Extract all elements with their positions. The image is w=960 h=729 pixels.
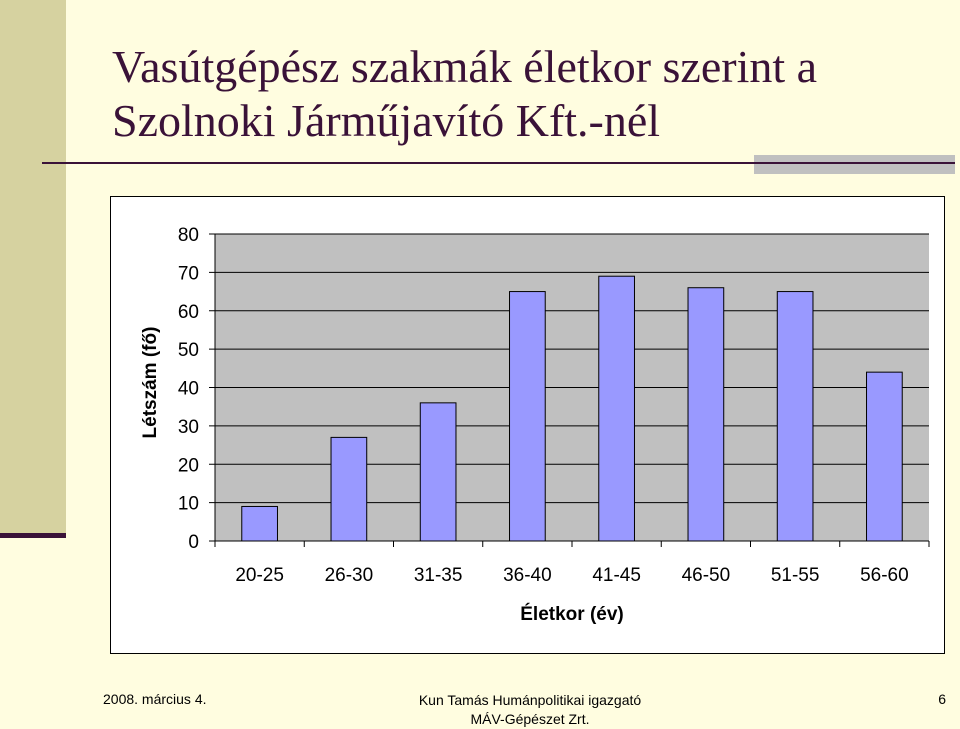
bar (420, 403, 456, 541)
y-tick-label: 60 (177, 301, 199, 323)
bar (599, 276, 635, 541)
footer-credit (380, 691, 680, 729)
bar (867, 372, 903, 541)
slide-title (112, 40, 932, 148)
slide-title-line-2: Szolnoki Járműjavító Kft.-nél (112, 95, 661, 146)
bar (777, 292, 813, 541)
bar (331, 437, 367, 541)
y-tick-label: 50 (177, 340, 199, 362)
x-tick-label: 31-35 (413, 565, 463, 586)
title-divider-accent (754, 155, 955, 174)
x-tick-label: 20-25 (235, 565, 284, 586)
page-number: 6 (938, 691, 946, 707)
x-axis-label: Életkor (év) (520, 604, 624, 625)
y-tick-label: 0 (188, 532, 199, 553)
footer-company: MÁV-Gépészet Zrt. (470, 711, 590, 727)
y-tick-label: 80 (177, 225, 199, 246)
footer-date: 2008. március 4. (103, 691, 207, 707)
x-tick-label: 46-50 (681, 565, 731, 586)
x-tick-label: 41-45 (592, 565, 641, 586)
bar (242, 506, 278, 541)
y-tick-label: 40 (177, 378, 199, 400)
y-tick-label: 10 (177, 493, 199, 515)
bar-chart (111, 197, 944, 653)
y-axis-label: Létszám (fő) (140, 326, 161, 439)
x-tick-label: 56-60 (860, 565, 909, 586)
decorative-side-line (0, 533, 66, 538)
chart-frame (110, 196, 945, 654)
x-tick-label: 26-30 (324, 565, 374, 586)
y-tick-label: 30 (177, 416, 199, 438)
footer-author: Kun Tamás Humánpolitikai igazgató (418, 692, 642, 708)
x-tick-label: 36-40 (503, 565, 552, 586)
title-divider (42, 162, 757, 164)
y-tick-label: 20 (177, 455, 199, 477)
slide-title-line-1: Vasútgépész szakmák életkor szerint a (112, 41, 818, 92)
bar (510, 292, 546, 541)
decorative-side-bar (0, 0, 66, 536)
y-tick-label: 70 (177, 263, 199, 285)
bar (688, 288, 724, 541)
x-tick-label: 51-55 (770, 565, 820, 586)
